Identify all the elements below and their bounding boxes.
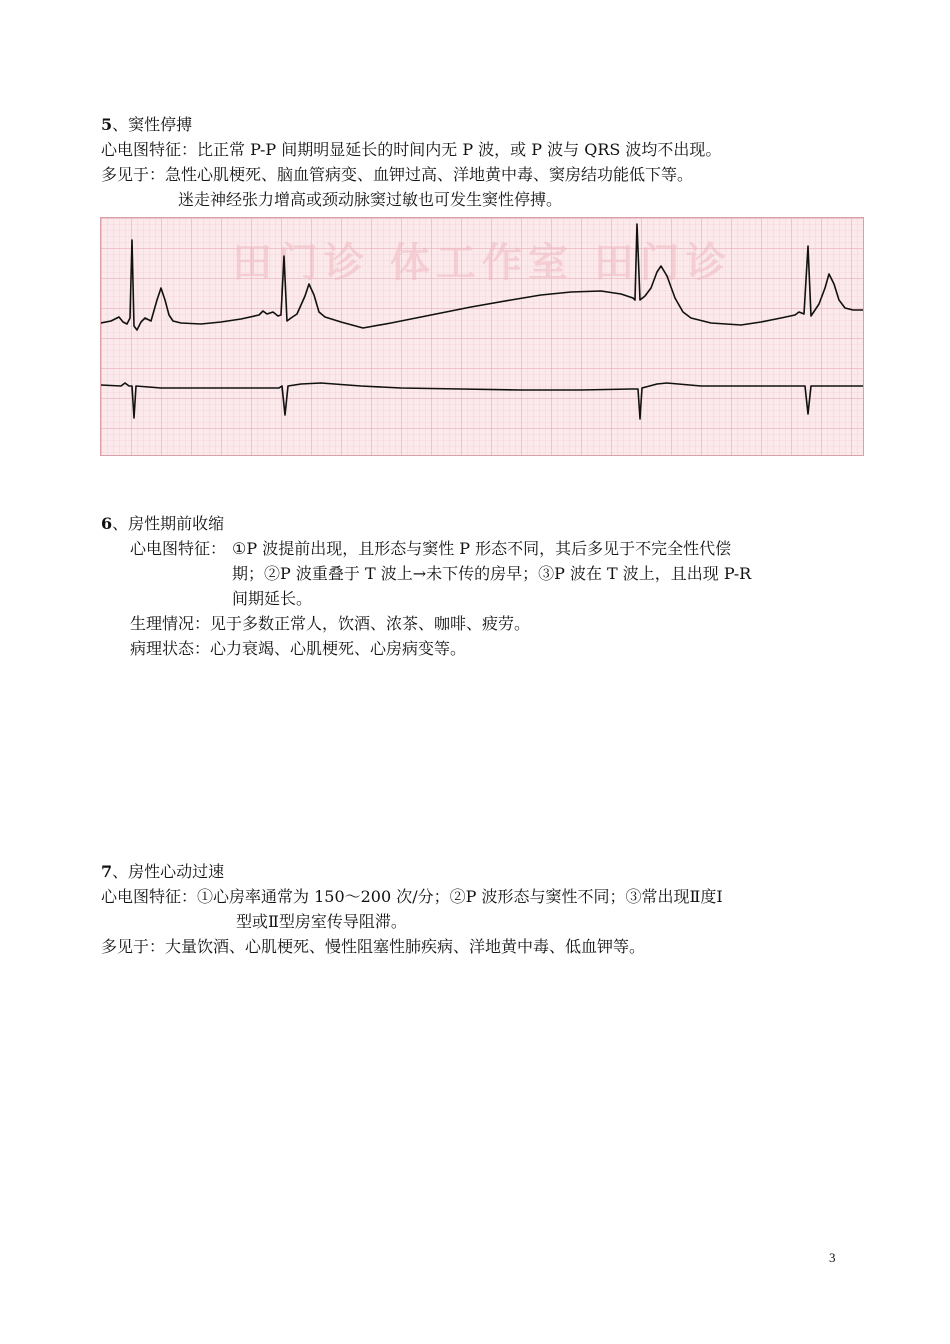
section-6-heading <box>101 513 224 535</box>
ecg-strip-sinus-arrest <box>100 217 864 456</box>
section-6-ecg-feature-2: 期；②P 波重叠于 T 波上→未下传的房早；③P 波在 T 波上，且出现 P-R <box>232 564 752 583</box>
section-6-ecg-feature-label: 心电图特征： <box>130 539 227 558</box>
section-6-number: 6 <box>101 514 113 533</box>
section-7-ecg-feature-1: 心电图特征：①心房率通常为 150～200 次/分；②P 波形态与窦性不同；③常出现Ⅱ度Ⅰ <box>101 887 723 906</box>
section-5-ecg-feature: 心电图特征：比正常 P-P 间期明显延长的时间内无 P 波，或 P 波与 QRS 波均不出现。 <box>101 140 722 159</box>
section-7-common-causes: 多见于：大量饮酒、心肌梗死、慢性阻塞性肺疾病、洋地黄中毒、低血钾等。 <box>101 937 646 956</box>
section-5-heading <box>101 114 192 136</box>
page-number: 3 <box>829 1250 836 1265</box>
section-7-title: 、房性心动过速 <box>112 862 225 881</box>
section-6-pathological: 病理状态：心力衰竭、心肌梗死、心房病变等。 <box>130 639 467 658</box>
section-6-physiological: 生理情况：见于多数正常人，饮酒、浓茶、咖啡、疲劳。 <box>130 614 531 633</box>
ecg-watermark: 田门诊 体工作室 田门诊 <box>232 240 732 286</box>
section-6-title: 、房性期前收缩 <box>112 514 225 533</box>
section-6-ecg-feature-3: 间期延长。 <box>232 589 313 608</box>
section-5-number: 5 <box>101 115 113 134</box>
section-7-number: 7 <box>101 862 113 881</box>
section-5-common-causes: 多见于：急性心肌梗死、脑血管病变、血钾过高、洋地黄中毒、窦房结功能低下等。 <box>101 165 694 184</box>
section-6-ecg-feature-1: ①P 波提前出现，且形态与窦性 P 形态不同，其后多见于不完全性代偿 <box>232 539 732 558</box>
section-7-heading <box>101 861 224 883</box>
section-7-ecg-feature-2: 型或Ⅱ型房室传导阻滞。 <box>236 912 407 931</box>
ecg-strip-svg <box>101 218 863 455</box>
section-5-common-causes-cont: 迷走神经张力增高或颈动脉窦过敏也可发生窦性停搏。 <box>178 190 563 209</box>
section-5-title: 、窦性停搏 <box>112 115 193 134</box>
